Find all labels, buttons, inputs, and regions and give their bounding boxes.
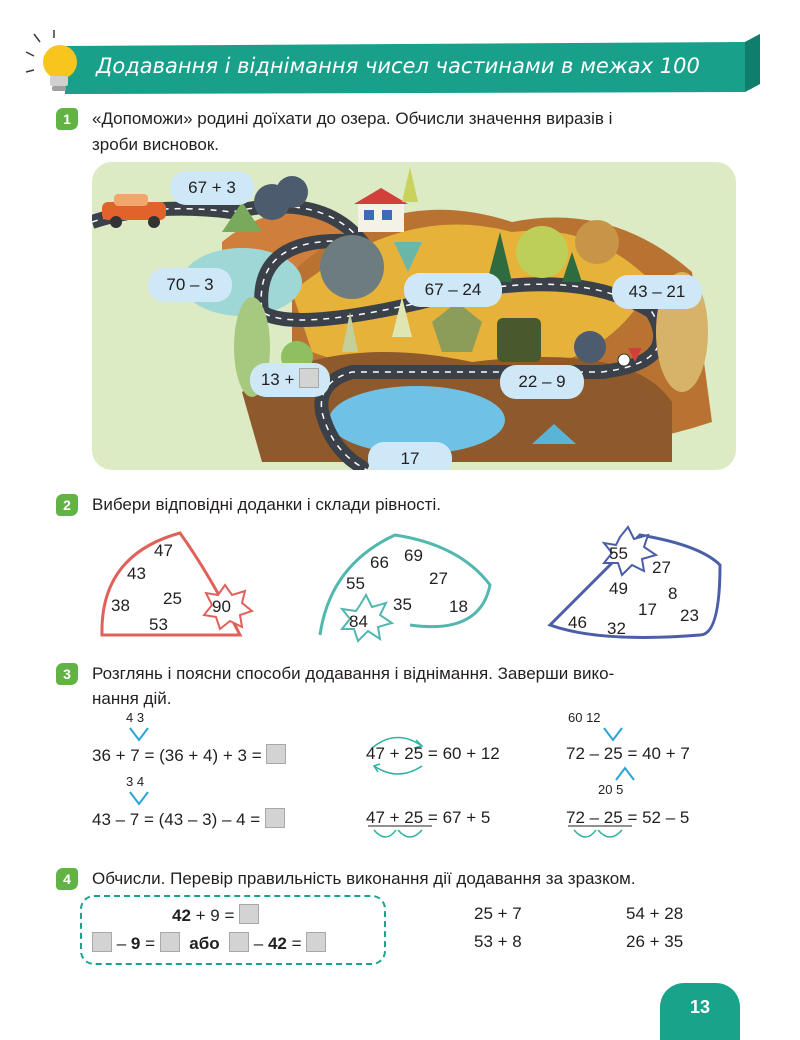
task-4-badge: 4 [56, 868, 78, 890]
fan-1-star-number: 90 [212, 597, 231, 616]
house [354, 188, 408, 232]
task-2-text: Вибери відповідні доданки і склади рівності. [92, 495, 441, 514]
car [102, 194, 166, 228]
road-map-illustration [92, 162, 736, 470]
task-4-text: Обчисли. Перевір правильність виконання дії додавання за зразком. [92, 869, 636, 888]
split-numbers: 20 5 [598, 782, 624, 797]
expression-bubble-5: 13 + [250, 363, 330, 397]
split-arrow [600, 726, 630, 744]
task-3-badge: 3 [56, 663, 78, 685]
fan-1-number: 47 [154, 541, 173, 560]
fan-2-number: 55 [346, 574, 365, 593]
sample-line-1: 42 + 9 = [172, 904, 259, 926]
fan-2-number: 18 [449, 597, 468, 616]
fan-1-number: 43 [127, 564, 146, 583]
fan-2-number: 69 [404, 546, 423, 565]
expression-bubble-2: 70 – 3 [148, 268, 232, 302]
fan-3-number: 8 [668, 584, 678, 603]
expression-2: 43 – 7 = (43 – 3) – 4 = [92, 808, 285, 830]
expression-bubble-3: 67 – 24 [404, 273, 502, 307]
expression-6: 72 – 25 = 52 – 5 [566, 808, 690, 827]
answer-box[interactable] [160, 932, 180, 952]
fan-2-number: 35 [393, 595, 412, 614]
exercise: 54 + 28 [626, 904, 684, 923]
split-arrow [126, 726, 156, 744]
fan-2-star-number: 84 [349, 612, 368, 631]
split-arrow [126, 790, 156, 808]
expression-bubble-4: 43 – 21 [612, 275, 702, 309]
answer-box[interactable] [266, 744, 286, 764]
fan-1-number: 53 [149, 615, 168, 634]
exercise: 25 + 7 [474, 904, 522, 923]
split-numbers: 60 12 [568, 710, 601, 725]
expression-1: 36 + 7 = (36 + 4) + 3 = [92, 744, 286, 766]
answer-box[interactable] [306, 932, 326, 952]
fan-3-star-number: 55 [609, 544, 628, 563]
task-1-text-line2: зроби висновок. [92, 135, 219, 154]
fan-3-number: 23 [680, 606, 699, 625]
split-numbers: 4 3 [126, 710, 145, 725]
exercise: 53 + 8 [474, 932, 522, 951]
task-3-text-line2: нання дій. [92, 689, 172, 708]
answer-box[interactable] [92, 932, 112, 952]
split-arrow [612, 764, 642, 782]
expression-bubble-6: 22 – 9 [500, 365, 584, 399]
expression-3: 47 + 25 = 60 + 12 [366, 744, 500, 763]
fan-3-number: 46 [568, 613, 587, 632]
fan-2-number: 66 [370, 553, 389, 572]
split-numbers: 3 4 [126, 774, 145, 789]
answer-box[interactable] [299, 368, 319, 388]
expression-bubble-7: 17 [368, 442, 452, 470]
task-3-text-line1: Розглянь і поясни способи додавання і віднімання. Заверши вико- [92, 664, 615, 683]
fan-3-number: 27 [652, 558, 671, 577]
exercise: 26 + 35 [626, 932, 684, 951]
fan-1-number: 38 [111, 596, 130, 615]
task-1-text-line1: «Допоможи» родині доїхати до озера. Обчисли значення виразів і [92, 109, 613, 128]
page-title: Додавання і віднімання чисел частинами в межах 100 [96, 54, 700, 78]
task-2-badge: 2 [56, 494, 78, 516]
fan-3-number: 32 [607, 619, 626, 638]
fan-1-number: 25 [163, 589, 182, 608]
page-number: 13 [660, 983, 740, 1040]
task-1-badge: 1 [56, 108, 78, 130]
expression-5: 72 – 25 = 40 + 7 [566, 744, 690, 763]
fan-2-number: 27 [429, 569, 448, 588]
answer-box[interactable] [239, 904, 259, 924]
answer-box[interactable] [265, 808, 285, 828]
fan-3-number: 17 [638, 600, 657, 619]
fan-3-number: 49 [609, 579, 628, 598]
expression-4: 47 + 25 = 67 + 5 [366, 808, 491, 827]
fans-illustration [80, 525, 760, 655]
sample-line-2: – 9 = або – 42 = [92, 932, 326, 954]
answer-box[interactable] [229, 932, 249, 952]
expression-bubble-1: 67 + 3 [170, 171, 254, 205]
